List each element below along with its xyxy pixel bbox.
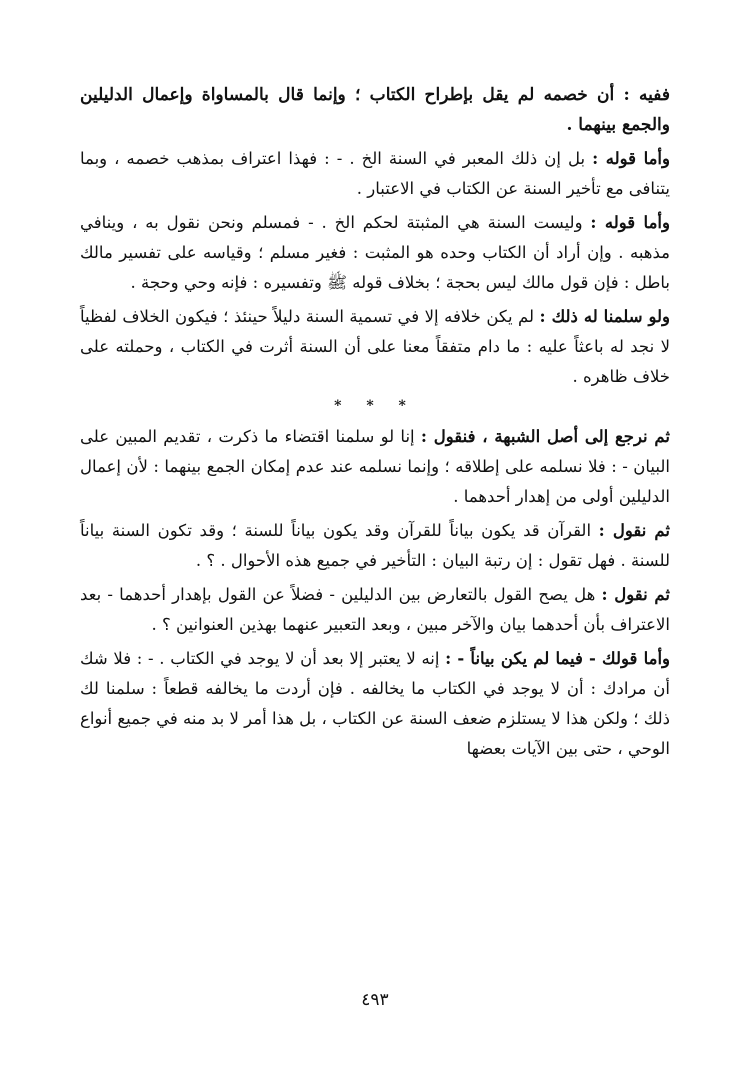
section-separator: * * * <box>334 398 416 414</box>
paragraph-8 <box>80 644 670 764</box>
paragraph-1-text: ففيه : أن خصمه لم يقل بإطراح الكتاب ؛ وإنما قال بالمساواة وإعمال الدليلين والجمع بينهما . <box>80 85 670 135</box>
paragraph-6-lead: ثم نقول : <box>598 521 670 540</box>
paragraph-2 <box>80 144 670 204</box>
paragraph-7-text: هل يصح القول بالتعارض بين الدليلين - فضلاً عن القول بإهدار أحدهما - بعد الاعتراف بأن أحدهما بيان والآخر مبين ، وبعد التعبير عنهما بهذين العنوانين ؟ . <box>80 585 670 634</box>
paragraph-5-lead: ثم نرجع إلى أصل الشبهة ، فنقول : <box>420 427 670 446</box>
paragraph-2-text: بل إن ذلك المعبر في السنة الخ . - : فهذا اعتراف بمذهب خصمه ، وبما يتنافى مع تأخير السنة عن الكتاب في الاعتبار . <box>80 149 670 198</box>
paragraph-5 <box>80 422 670 512</box>
paragraph-3-lead: وأما قوله : <box>590 213 670 232</box>
paragraph-6-text: القرآن قد يكون بياناً للقرآن وقد يكون بياناً للسنة ؛ وقد تكون السنة بياناً للسنة . فهل تقول : إن رتبة البيان : التأخير في جميع هذه الأحوال . ؟ . <box>80 521 670 570</box>
paragraph-4-lead: ولو سلمنا له ذلك : <box>539 307 670 326</box>
paragraph-5-text: إنا لو سلمنا اقتضاء ما ذكرت ، تقديم المبين على البيان - : فلا نسلمه على إطلاقه ؛ وإنما نسلمه عند عدم إمكان الجمع بينهما : لأن إعمال الدليلين أولى من إهدار أحدهما . <box>80 427 670 506</box>
paragraph-3-text: وليست السنة هي المثبتة لحكم الخ . - فمسلم ونحن نقول به ، وينافي مذهبه . وإن أراد أن الكتاب وحده هو المثبت : فغير مسلم ؛ وقياسه على تفسير مالك باطل : فإن قول مالك ليس بحجة ؛ بخلاف قوله ﷺ وتفسيره : فإنه وحي وحجة . <box>80 213 670 292</box>
paragraph-8-text: إنه لا يعتبر إلا بعد أن لا يوجد في الكتاب . - : فلا شك أن مرادك : أن لا يوجد في الكتاب ما يخالفه . فإن أردت ما يخالفه قطعاً : سلمنا لك ذلك ؛ ولكن هذا لا يستلزم ضعف السنة عن الكتاب ، بل هذا أمر لا بد منه في جميع أنواع الوحي ، حتى بين الآيات بعضها <box>80 649 670 758</box>
paragraph-2-lead: وأما قوله : <box>592 149 670 168</box>
paragraph-4-text: لم يكن خلافه إلا في تسمية السنة دليلاً حينئذ ؛ فيكون الخلاف لفظياً لا نجد له باعثاً عليه : ما دام متفقاً معنا على أن السنة أثرت في الكتاب ، وحملته على خلاف ظاهره . <box>80 307 670 386</box>
paragraph-4 <box>80 302 670 392</box>
page-number: ٤٩٣ <box>361 990 389 1010</box>
book-page <box>80 80 670 1040</box>
paragraph-7 <box>80 580 670 640</box>
paragraph-1 <box>80 80 670 140</box>
paragraph-8-lead: وأما قولك - فيما لم يكن بياناً - : <box>445 649 670 668</box>
paragraph-7-lead: ثم نقول : <box>601 585 670 604</box>
paragraph-3 <box>80 208 670 298</box>
paragraph-6 <box>80 516 670 576</box>
